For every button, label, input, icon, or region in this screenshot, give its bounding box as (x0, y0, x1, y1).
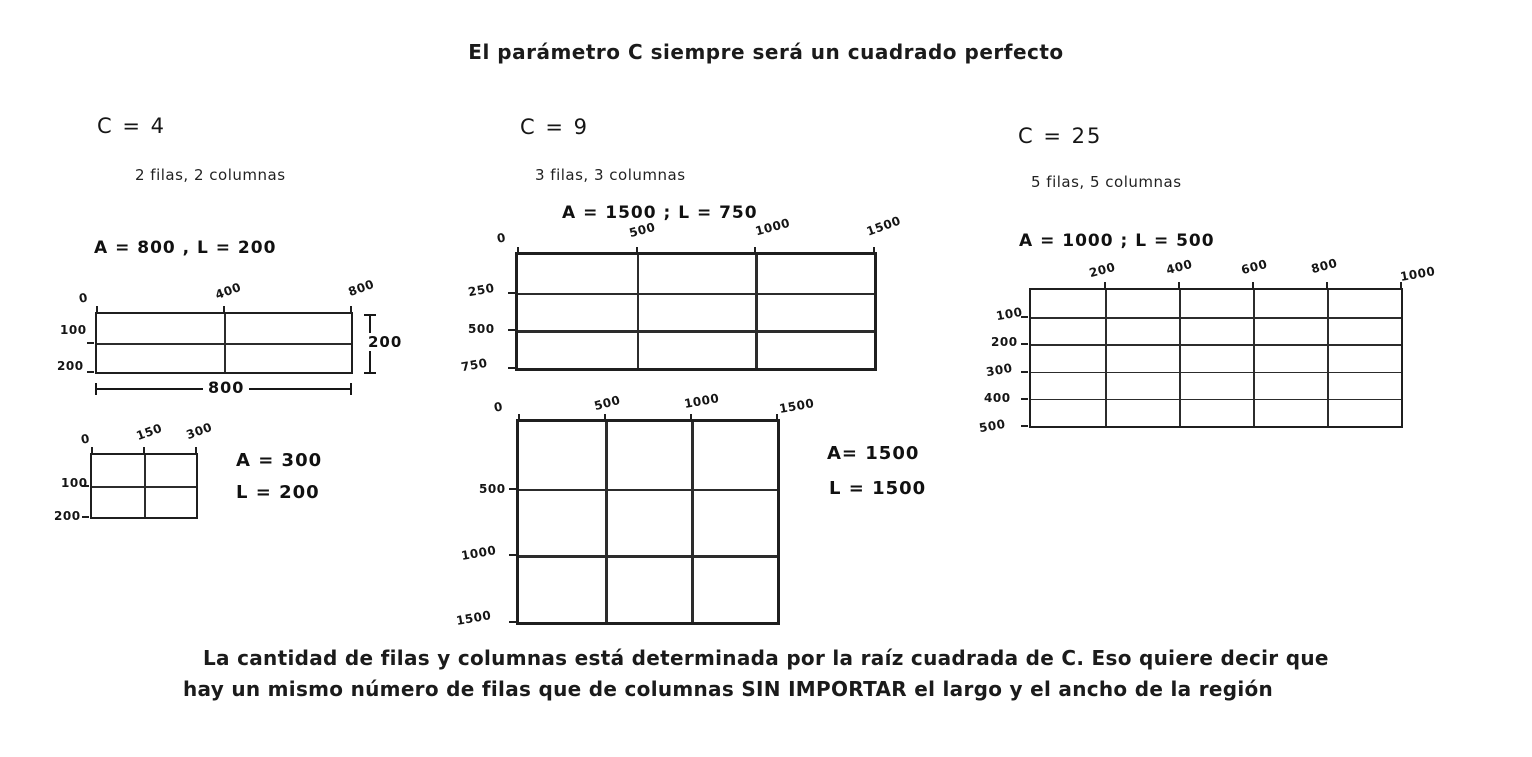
axis-tick-label: 600 (1239, 256, 1269, 278)
axis-tick-label: 250 (466, 280, 496, 300)
left-tick-mark (509, 488, 516, 490)
top-tick-mark (776, 414, 778, 420)
axis-tick-label: 100 (61, 476, 88, 490)
left-tick-mark (1021, 398, 1028, 400)
left-tick-mark (87, 371, 94, 373)
axis-tick-label: 200 (991, 335, 1018, 349)
grid-c9-wide (515, 252, 877, 371)
grid-vline (637, 255, 640, 368)
axis-tick-label: 800 (1309, 255, 1339, 277)
section-c9-formula: A = 1500 ; L = 750 (562, 203, 758, 223)
axis-tick-label: 400 (1164, 256, 1194, 278)
axis-tick-label: 1000 (683, 391, 721, 411)
top-tick-mark (636, 247, 638, 253)
axis-tick-label: 400 (213, 279, 244, 303)
axis-tick-label: 100 (994, 304, 1024, 324)
top-tick-mark (518, 414, 520, 420)
top-tick-mark (1178, 282, 1180, 288)
axis-tick-label: 1500 (778, 396, 816, 416)
left-tick-mark (1021, 425, 1028, 427)
axis-tick-label: 500 (592, 392, 622, 414)
length-label: L = 200 (236, 482, 320, 503)
axis-tick-label: 200 (57, 359, 84, 373)
axis-tick-label: 0 (495, 230, 508, 246)
axis-tick-label: 300 (184, 419, 215, 443)
section-c4-subheading: 2 filas, 2 columnas (135, 166, 286, 184)
top-tick-mark (350, 306, 352, 312)
top-tick-mark (604, 414, 606, 420)
axis-tick-label: 750 (459, 355, 489, 375)
top-tick-mark (1104, 282, 1106, 288)
grid-hline (519, 489, 777, 492)
axis-tick-label: 500 (977, 416, 1007, 436)
footer-line-1: La cantidad de filas y columnas está determinada por la raíz cuadrada de C. Eso quiere decir que (203, 646, 1329, 670)
grid-vline (1179, 290, 1181, 426)
grid-vline (605, 422, 608, 622)
grid-hline (1031, 344, 1401, 346)
axis-tick-label: 0 (79, 431, 92, 447)
top-tick-mark (517, 247, 519, 253)
diagram-title: El parámetro C siempre será un cuadrado perfecto (468, 40, 1064, 64)
grid-hline (1031, 372, 1401, 374)
section-c25-subheading: 5 filas, 5 columnas (1031, 173, 1182, 191)
top-tick-mark (754, 247, 756, 253)
grid-vline (1327, 290, 1329, 426)
grid-vline (691, 422, 694, 622)
grid-c4-large (95, 312, 353, 374)
axis-tick-label: 300 (984, 360, 1014, 380)
left-tick-mark (509, 554, 516, 556)
axis-tick-label: 1500 (864, 213, 903, 239)
axis-tick-label: 1000 (1399, 264, 1437, 284)
grid-c9-square (516, 419, 780, 625)
left-tick-mark (508, 329, 515, 331)
grid-hline (518, 330, 874, 333)
axis-tick-label: 100 (60, 323, 87, 337)
section-c4-heading: C = 4 (97, 114, 166, 138)
grid-hline (1031, 399, 1401, 401)
grid-vline (755, 255, 758, 368)
top-tick-mark (1252, 282, 1254, 288)
axis-tick-label: 150 (134, 420, 165, 444)
top-tick-mark (91, 447, 93, 453)
axis-tick-label: 800 (346, 276, 377, 300)
axis-tick-label: 500 (479, 482, 506, 496)
axis-tick-label: 200 (1087, 259, 1117, 281)
grid-hline (92, 486, 196, 488)
top-tick-mark (223, 306, 225, 312)
top-tick-mark (690, 414, 692, 420)
top-tick-mark (143, 447, 145, 453)
left-tick-mark (87, 342, 94, 344)
grid-c25 (1029, 288, 1403, 428)
axis-tick-label: 500 (468, 322, 495, 336)
axis-tick-label: 0 (77, 290, 90, 306)
axis-tick-label: 0 (492, 399, 505, 415)
height-dimension-label: 200 (363, 333, 407, 351)
axis-tick-label: 200 (54, 509, 81, 523)
left-tick-mark (1021, 343, 1028, 345)
section-c25-heading: C = 25 (1018, 124, 1103, 148)
grid-vline (1105, 290, 1107, 426)
section-c9-heading: C = 9 (520, 115, 589, 139)
area-label: A= 1500 (827, 443, 920, 464)
grid-hline (518, 293, 874, 296)
section-c4-formula: A = 800 , L = 200 (94, 238, 277, 258)
axis-tick-label: 500 (627, 219, 657, 241)
grid-vline (1253, 290, 1255, 426)
left-tick-mark (508, 292, 515, 294)
axis-tick-label: 1000 (753, 215, 792, 239)
grid-hline (1031, 317, 1401, 319)
footer-line-2: hay un mismo número de filas que de columnas SIN IMPORTAR el largo y el ancho de la región (183, 677, 1274, 701)
grid-hline (97, 343, 351, 345)
axis-tick-label: 1000 (460, 543, 498, 563)
grid-hline (519, 555, 777, 558)
area-label: A = 300 (236, 450, 323, 471)
top-tick-mark (1326, 282, 1328, 288)
axis-tick-label: 1500 (455, 608, 493, 628)
axis-tick-label: 400 (984, 391, 1011, 405)
left-tick-mark (1021, 371, 1028, 373)
section-c25-formula: A = 1000 ; L = 500 (1019, 231, 1215, 251)
left-tick-mark (82, 516, 89, 518)
left-tick-mark (509, 621, 516, 623)
left-tick-mark (508, 367, 515, 369)
section-c9-subheading: 3 filas, 3 columnas (535, 166, 686, 184)
top-tick-mark (96, 306, 98, 312)
top-tick-mark (873, 247, 875, 253)
top-tick-mark (195, 447, 197, 453)
grid-c4-small (90, 453, 198, 519)
width-dimension-label: 800 (203, 378, 249, 397)
length-label: L = 1500 (829, 478, 927, 499)
